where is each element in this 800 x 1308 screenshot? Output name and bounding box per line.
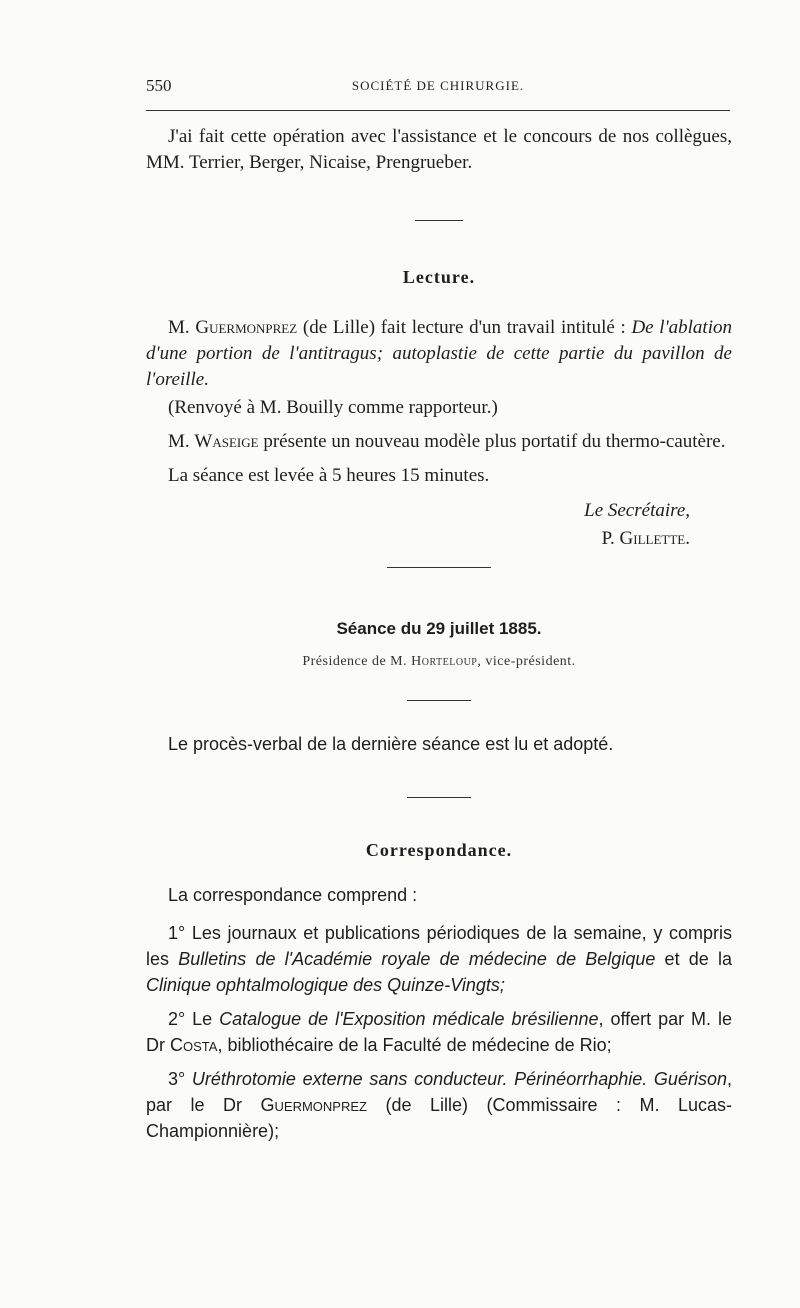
lecture-text: (de Lille) fait lecture d'un travail intitulé : [297, 317, 632, 338]
section-divider [407, 700, 471, 701]
presentation-prefix: M. [168, 431, 195, 452]
opening-paragraph: J'ai fait cette opération avec l'assistance et le concours de nos collègues, MM. Terrier, Berger, Nicaise, Prengrueber. [146, 126, 732, 173]
item-text: et de la [655, 949, 733, 969]
lecture-prefix: M. [168, 317, 196, 338]
running-title: SOCIÉTÉ DE CHIRURGIE. [351, 78, 525, 93]
item-title: Uréthrotomie externe sans conducteur. Périnéorrhaphie. Guérison [191, 1069, 727, 1089]
session-heading: Séance du 29 juillet 1885. [336, 619, 542, 638]
presidence-suffix: , vice-président. [477, 654, 576, 669]
presentation-text: présente un nouveau modèle plus portatif du thermo-cautère. [258, 431, 726, 452]
correspondance-intro: La correspondance comprend : [168, 885, 418, 905]
presentation-paragraph [146, 429, 732, 455]
item-text: 1° Les journaux et publications périodiques de la semaine, y compris les [146, 923, 732, 969]
item-text: 3° [168, 1069, 192, 1089]
section-divider [415, 220, 463, 221]
item-title: Clinique ophtalmologique des Quinze-Vingts; [146, 975, 505, 995]
correspondance-heading: Correspondance. [365, 840, 513, 860]
item-text: , bibliothécaire de la Faculté de médecine de Rio; [217, 1035, 612, 1055]
presidence-prefix: Présidence de M. [302, 654, 412, 669]
item-text: , par le Dr [146, 1069, 732, 1115]
section-divider [407, 797, 471, 798]
item-title: Catalogue de l'Exposition médicale brésilienne [219, 1009, 599, 1029]
presenter-name: Waseige [194, 431, 259, 452]
closing-paragraph: La séance est levée à 5 heures 15 minutes. [168, 465, 490, 486]
signature-name: Gillette. [619, 528, 690, 549]
correspondance-item-2 [146, 1006, 732, 1058]
page-header [146, 76, 730, 100]
work-title: De l'ablation d'une portion de l'antitragus; autoplastie de cette partie du pavillon de l'oreille. [146, 317, 732, 390]
minutes-paragraph: Le procès-verbal de la dernière séance est lu et adopté. [168, 734, 614, 754]
header-rule [146, 110, 730, 111]
item-text: (de Lille) (Commissaire : M. Lucas-Championnière); [146, 1095, 733, 1141]
page-number: 550 [146, 76, 172, 95]
lecture-paragraph [146, 315, 732, 393]
lecture-heading: Lecture. [402, 267, 476, 287]
signature-initial: P. [601, 528, 620, 549]
secretary-title [146, 497, 732, 525]
item-title: Bulletins de l'Académie royale de médecine de Belgique [178, 949, 656, 969]
person-name: Guermonprez [260, 1095, 367, 1115]
presidence-line [146, 652, 732, 672]
president-name: Horteloup [411, 654, 478, 669]
author-name: Guermonprez [195, 317, 298, 338]
person-name: Costa [170, 1035, 218, 1055]
correspondance-item-1 [146, 920, 732, 998]
section-divider [387, 567, 491, 568]
secretary-label: Le Secrétaire, [584, 500, 690, 521]
correspondance-item-3 [146, 1066, 732, 1144]
secretary-signature [146, 525, 732, 553]
referral-note: (Renvoyé à M. Bouilly comme rapporteur.) [168, 397, 498, 418]
page-body [146, 124, 732, 1144]
item-text: 2° Le [168, 1009, 220, 1029]
item-text: , offert par M. le Dr [146, 1009, 732, 1055]
